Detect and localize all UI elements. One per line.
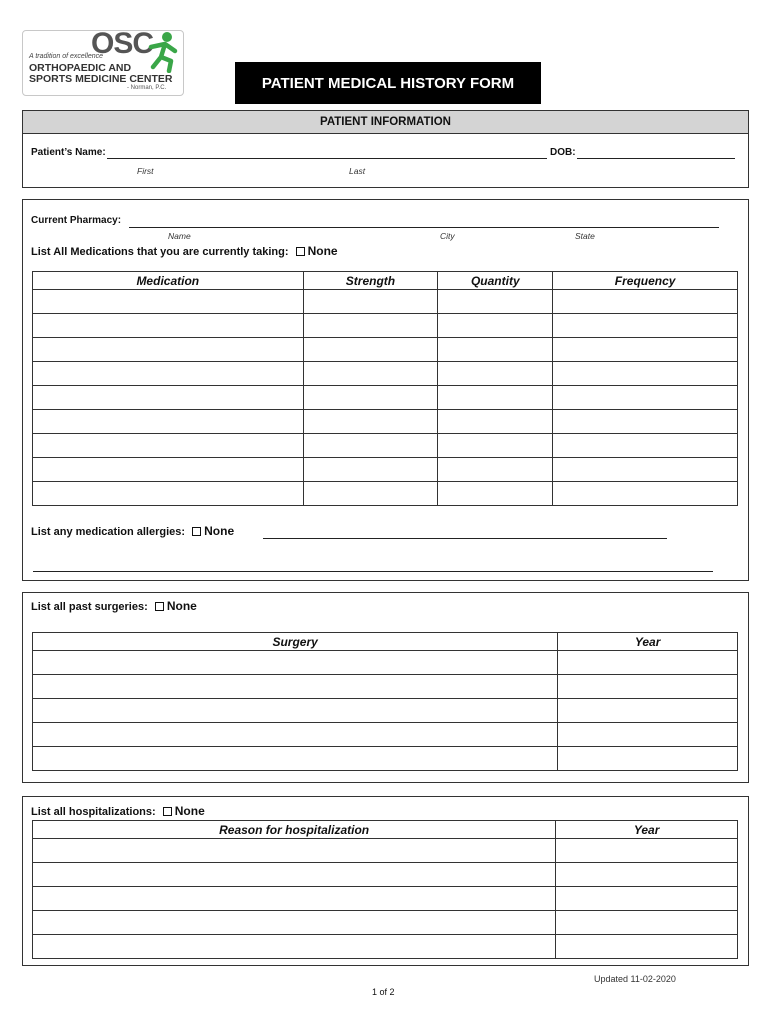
table-cell[interactable] [33,410,304,434]
table-cell[interactable] [303,290,438,314]
table-row [33,911,738,935]
table-row [33,290,738,314]
logo-tagline: A tradition of excellence [29,53,104,60]
pharmacy-state-caption: State [575,231,595,241]
table-cell[interactable] [438,434,553,458]
table-cell[interactable] [33,675,558,699]
hospitalizations-none-checkbox[interactable] [163,807,172,816]
table-cell[interactable] [553,434,738,458]
table-cell[interactable] [558,747,738,771]
table-row [33,458,738,482]
table-cell[interactable] [33,362,304,386]
table-cell[interactable] [558,675,738,699]
table-row [33,362,738,386]
patient-name-label: Patient’s Name: [31,147,106,158]
clinic-logo [22,27,184,96]
col-surgery-year: Year [558,633,738,651]
col-frequency: Frequency [553,272,738,290]
medications-none-label: None [307,244,338,258]
hospitalizations-none-label: None [174,804,205,818]
table-cell[interactable] [556,839,738,863]
medications-none-checkbox[interactable] [296,247,305,256]
col-hospitalization-year: Year [556,821,738,839]
table-cell[interactable] [303,314,438,338]
logo-brand: OSC [91,27,154,60]
table-row [33,338,738,362]
table-row [33,699,738,723]
table-row [33,482,738,506]
updated-date: Updated 11-02-2020 [594,974,676,984]
last-name-caption: Last [349,166,366,176]
table-cell[interactable] [33,911,556,935]
logo-line-3: - Norman, P.C. [127,85,167,91]
table-cell[interactable] [553,338,738,362]
col-medication: Medication [33,272,304,290]
table-cell[interactable] [556,887,738,911]
col-quantity: Quantity [438,272,553,290]
pharmacy-label: Current Pharmacy: [31,215,122,226]
col-reason: Reason for hospitalization [33,821,556,839]
table-cell[interactable] [438,362,553,386]
table-cell[interactable] [303,458,438,482]
table-cell[interactable] [556,863,738,887]
col-strength: Strength [303,272,438,290]
table-cell[interactable] [558,699,738,723]
logo-line-1: ORTHOPAEDIC AND [29,62,132,74]
page-number: 1 of 2 [372,987,395,997]
table-row [33,863,738,887]
table-cell[interactable] [553,482,738,506]
table-cell[interactable] [438,386,553,410]
table-row [33,434,738,458]
allergies-field[interactable] [263,538,667,539]
dob-label: DOB: [550,147,576,158]
table-cell[interactable] [553,386,738,410]
table-cell[interactable] [33,386,304,410]
dob-field[interactable] [577,158,735,159]
patient-info-header: PATIENT INFORMATION [22,110,749,134]
table-cell[interactable] [558,723,738,747]
table-cell[interactable] [438,338,553,362]
table-row [33,386,738,410]
pharmacy-name-caption: Name [168,231,191,241]
table-cell[interactable] [553,314,738,338]
surgeries-none-label: None [166,599,197,613]
table-row [33,935,738,959]
table-cell[interactable] [303,482,438,506]
surgeries-label: List all past surgeries: [31,601,148,613]
surgeries-prompt [31,599,197,613]
hospitalizations-table [32,820,738,959]
table-cell[interactable] [303,434,438,458]
table-cell[interactable] [553,290,738,314]
table-cell[interactable] [33,434,304,458]
table-cell[interactable] [33,839,556,863]
table-cell[interactable] [33,863,556,887]
table-cell[interactable] [33,458,304,482]
hospitalizations-label: List all hospitalizations: [31,806,156,818]
table-cell[interactable] [556,935,738,959]
table-cell[interactable] [438,482,553,506]
medications-label: List All Medications that you are currently taking: [31,246,289,258]
pharmacy-city-caption: City [440,231,455,241]
table-cell[interactable] [438,410,553,434]
table-cell[interactable] [33,887,556,911]
table-cell[interactable] [33,290,304,314]
first-name-caption: First [137,166,154,176]
medications-table [32,271,738,506]
pharmacy-field[interactable] [129,227,719,228]
table-row [33,314,738,338]
allergies-field-line-2[interactable] [33,571,713,572]
table-cell[interactable] [303,338,438,362]
allergies-label: List any medication allergies: [31,526,186,538]
hospitalizations-prompt [31,804,205,818]
table-cell[interactable] [556,911,738,935]
table-cell[interactable] [438,290,553,314]
table-cell[interactable] [33,314,304,338]
table-cell[interactable] [33,747,558,771]
table-cell[interactable] [438,458,553,482]
allergies-none-label: None [204,524,235,538]
table-row [33,839,738,863]
patient-name-field[interactable] [107,158,547,159]
patient-info-box [22,133,749,188]
table-cell[interactable] [33,935,556,959]
table-cell[interactable] [303,362,438,386]
col-surgery: Surgery [33,633,558,651]
table-cell[interactable] [33,482,304,506]
table-row [33,651,738,675]
allergies-none-checkbox[interactable] [192,527,201,536]
table-cell[interactable] [553,410,738,434]
table-cell[interactable] [438,314,553,338]
runner-icon [145,31,181,73]
table-row [33,747,738,771]
table-cell[interactable] [303,386,438,410]
table-cell[interactable] [33,723,558,747]
surgeries-table [32,632,738,771]
table-cell[interactable] [33,699,558,723]
table-row [33,410,738,434]
logo-line-2: SPORTS MEDICINE CENTER [29,73,173,85]
table-cell[interactable] [558,651,738,675]
table-row [33,675,738,699]
table-cell[interactable] [553,458,738,482]
table-cell[interactable] [33,338,304,362]
table-row [33,887,738,911]
form-title: PATIENT MEDICAL HISTORY FORM [235,62,541,104]
table-cell[interactable] [553,362,738,386]
table-cell[interactable] [303,410,438,434]
surgeries-none-checkbox[interactable] [155,602,164,611]
table-cell[interactable] [33,651,558,675]
table-row [33,723,738,747]
allergies-prompt [31,524,234,538]
medications-prompt [31,244,338,258]
